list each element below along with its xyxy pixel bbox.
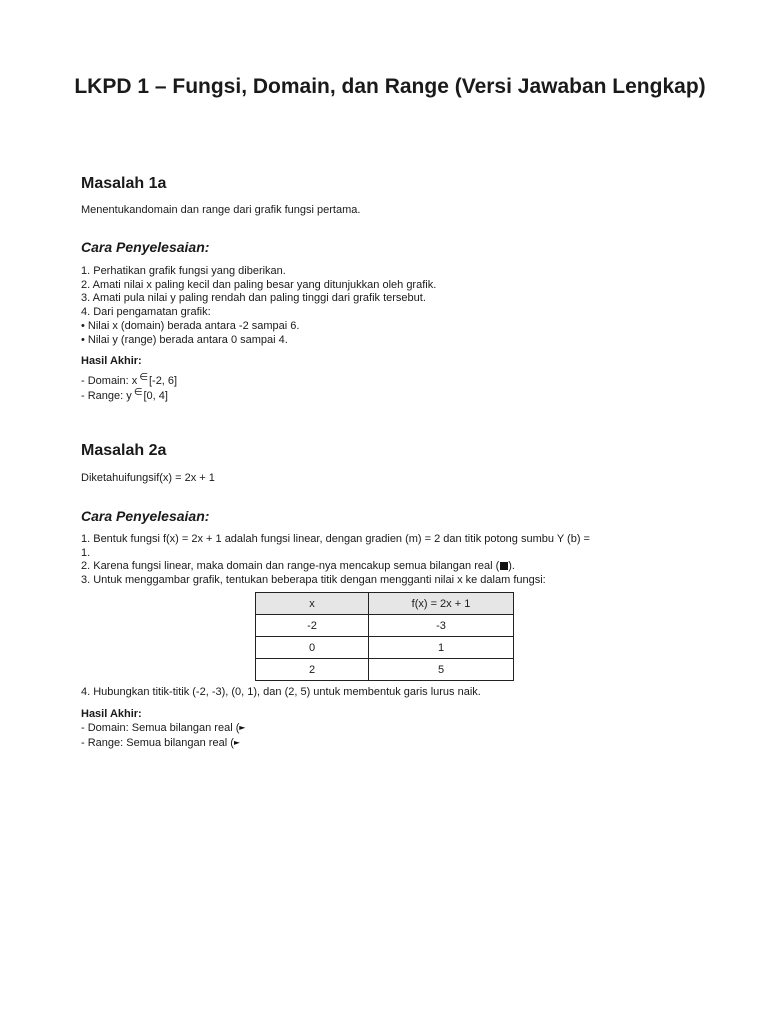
result-label: Hasil Akhir: xyxy=(81,355,142,367)
range-prefix: - Range: y xyxy=(81,390,132,402)
real-numbers-symbol-icon xyxy=(239,726,245,732)
step-line: 2. Amati nilai x paling kecil dan paling besar yang ditunjukkan oleh grafik. xyxy=(81,278,437,291)
domain-prefix: - Domain: x xyxy=(81,375,138,387)
step-line: 3. Untuk menggambar grafik, tentukan beberapa titik dengan mengganti nilai x ke dalam fungsi: xyxy=(81,574,546,587)
table-cell: -3 xyxy=(369,615,514,637)
step-bullet: • Nilai x (domain) berada antara -2 sampai 6. xyxy=(81,319,300,332)
table-cell: 0 xyxy=(256,637,369,659)
table-header-cell: x xyxy=(256,593,369,615)
domain-result-text: - Domain: Semua bilangan real ( xyxy=(81,722,240,734)
table-cell: 5 xyxy=(369,659,514,681)
method-heading: Cara Penyelesaian: xyxy=(81,508,210,524)
method-heading: Cara Penyelesaian: xyxy=(81,239,210,255)
step-line: 3. Amati pula nilai y paling rendah dan paling tinggi dari grafik tersebut. xyxy=(81,292,426,305)
domain-set: [-2, 6] xyxy=(148,375,178,387)
domain-result xyxy=(81,722,245,736)
result-label: Hasil Akhir: xyxy=(81,708,142,720)
element-of-symbol: ∈ xyxy=(133,387,143,398)
range-result-text: - Range: Semua bilangan real ( xyxy=(81,737,234,749)
section-heading-masalah-1a: Masalah 1a xyxy=(81,175,167,192)
step-line: 4. Hubungkan titik-titik (-2, -3), (0, 1), dan (2, 5) untuk membentuk garis lurus naik. xyxy=(81,686,481,698)
table-row xyxy=(256,637,514,659)
step-line: 1. xyxy=(81,546,91,559)
section-heading-masalah-2a: Masalah 2a xyxy=(81,442,167,459)
range-result xyxy=(81,387,168,404)
range-set: [0, 4] xyxy=(143,390,168,402)
step-line: 4. Dari pengamatan grafik: xyxy=(81,306,211,319)
table-header-row xyxy=(256,593,514,615)
table-header-cell: f(x) = 2x + 1 xyxy=(369,593,514,615)
table-cell: -2 xyxy=(256,615,369,637)
step2-text: 2. Karena fungsi linear, maka domain dan range-nya mencakup semua bilangan real ( xyxy=(81,560,500,573)
step-line: 1. Perhatikan grafik fungsi yang diberikan. xyxy=(81,265,286,277)
step2-suffix: ). xyxy=(508,560,515,573)
step-line xyxy=(81,560,515,574)
domain-result xyxy=(81,372,178,389)
document-title: LKPD 1 – Fungsi, Domain, dan Range (Versi Jawaban Lengkap) xyxy=(74,75,706,98)
section-description: Menentukandomain dan range dari grafik fungsi pertama. xyxy=(81,204,361,216)
element-of-symbol: ∈ xyxy=(139,372,148,383)
function-values-table xyxy=(255,592,514,681)
real-numbers-symbol-icon xyxy=(234,741,240,747)
range-result xyxy=(81,737,240,751)
table-row xyxy=(256,615,514,637)
step-bullet: • Nilai y (range) berada antara 0 sampai 4. xyxy=(81,333,288,346)
step-line: 1. Bentuk fungsi f(x) = 2x + 1 adalah fungsi linear, dengan gradien (m) = 2 dan titik potong sumbu Y (b) = xyxy=(81,533,590,545)
table-row xyxy=(256,659,514,681)
table-cell: 1 xyxy=(369,637,514,659)
table-cell: 2 xyxy=(256,659,369,681)
section-description: Diketahuifungsif(x) = 2x + 1 xyxy=(81,472,215,484)
